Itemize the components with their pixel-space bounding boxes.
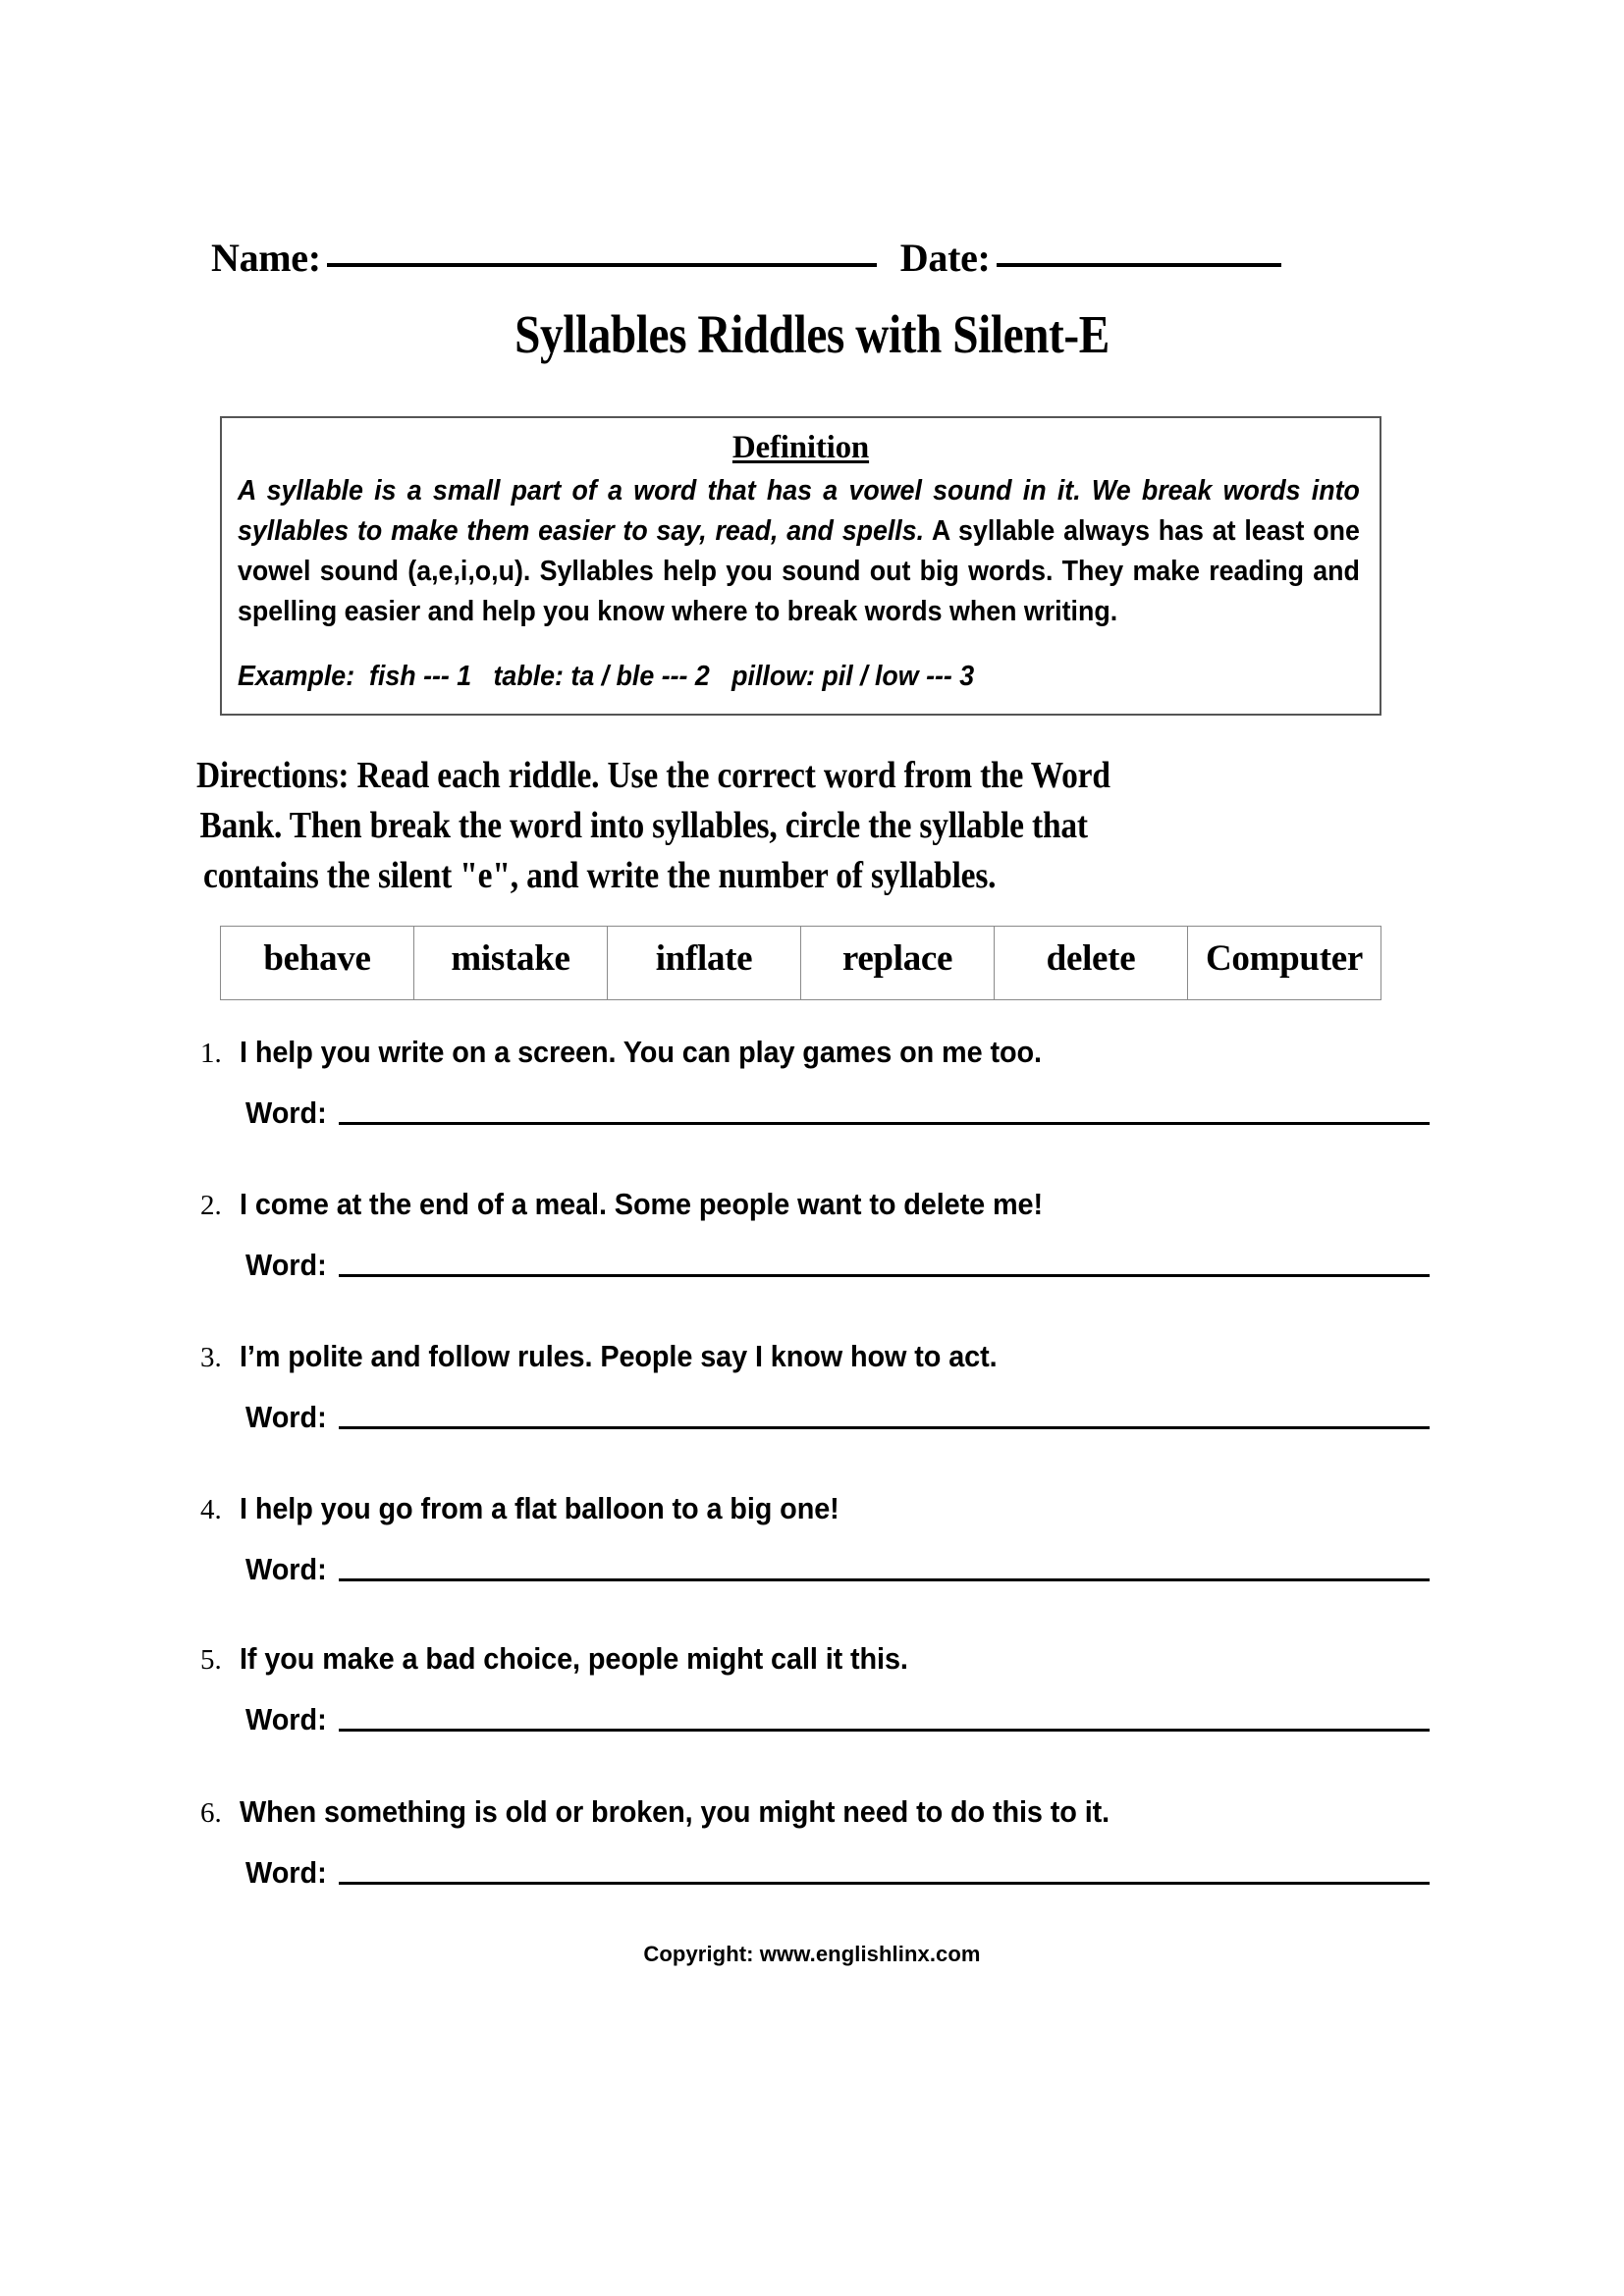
answer-row	[196, 1402, 1434, 1432]
riddle-item	[196, 1187, 1434, 1280]
definition-italic-text: A syllable is a small part of a word that has a vowel sound in it. We break words into syllables to make them easier to say, read, and spells.	[238, 475, 1360, 548]
answer-input-line[interactable]	[339, 1578, 1430, 1581]
riddle-item	[196, 1641, 1434, 1735]
answer-row	[196, 1857, 1434, 1888]
page-title: Syllables Riddles with Silent-E	[514, 304, 1110, 364]
riddle-question	[196, 1339, 1434, 1374]
definition-box	[220, 416, 1381, 716]
word-bank-cell: mistake	[414, 927, 608, 999]
date-label: Date:	[899, 236, 991, 280]
word-bank-cell: replace	[801, 927, 995, 999]
answer-row	[196, 1250, 1434, 1280]
answer-label: Word:	[245, 1095, 327, 1130]
riddle-number: 1.	[200, 1038, 222, 1069]
answer-row	[196, 1704, 1434, 1735]
answer-input-line[interactable]	[339, 1729, 1430, 1732]
definition-plain-text: A syllable always has at least one vowel sound (a,e,i,o,u). Syllables help you sound out big words. They make reading and spelling easier and help you know where to break words when writing.	[238, 515, 1360, 628]
answer-row	[196, 1554, 1434, 1584]
riddle-text: I come at the end of a meal. Some people want to delete me!	[240, 1187, 1043, 1221]
answer-input-line[interactable]	[339, 1426, 1430, 1429]
word-bank-cell: inflate	[608, 927, 801, 999]
riddle-number: 5.	[200, 1644, 222, 1676]
riddle-item	[196, 1491, 1434, 1584]
date-input-line[interactable]	[997, 263, 1281, 267]
word-bank-cell: behave	[221, 927, 414, 999]
definition-example: Example: fish --- 1 table: ta / ble --- 2 pillow: pil / low --- 3	[238, 661, 975, 693]
answer-label: Word:	[245, 1702, 327, 1736]
name-input-line[interactable]	[327, 263, 877, 267]
definition-heading: Definition	[731, 430, 870, 465]
riddle-question	[196, 1641, 1434, 1677]
copyright-footer: Copyright: www.englishlinx.com	[643, 1942, 981, 1966]
directions-line-2: Bank. Then break the word into syllables, circle the syllable that	[199, 804, 1088, 846]
riddle-text: I help you write on a screen. You can play games on me too.	[240, 1035, 1042, 1069]
riddle-number: 3.	[200, 1342, 222, 1373]
riddle-question	[196, 1187, 1434, 1222]
definition-body	[238, 471, 1360, 632]
riddle-question	[196, 1794, 1434, 1830]
riddle-text: I help you go from a flat balloon to a big one!	[240, 1491, 839, 1525]
answer-label: Word:	[245, 1552, 327, 1586]
answer-input-line[interactable]	[339, 1274, 1430, 1277]
directions-line-1: Directions: Read each riddle. Use the correct word from the Word	[196, 755, 1110, 796]
riddle-text: If you make a bad choice, people might call it this.	[240, 1641, 908, 1676]
answer-input-line[interactable]	[339, 1122, 1430, 1125]
word-bank-cell: delete	[995, 927, 1188, 999]
riddle-number: 2.	[200, 1190, 222, 1221]
word-bank-table	[220, 926, 1381, 1000]
riddle-item	[196, 1339, 1434, 1432]
riddle-text: I’m polite and follow rules. People say I know how to act.	[240, 1339, 998, 1373]
riddle-number: 4.	[200, 1494, 222, 1525]
riddle-text: When something is old or broken, you might need to do this to it.	[240, 1794, 1110, 1829]
riddle-question	[196, 1035, 1434, 1070]
answer-label: Word:	[245, 1855, 327, 1890]
riddle-number: 6.	[200, 1797, 222, 1829]
name-date-row	[211, 236, 1419, 290]
answer-label: Word:	[245, 1248, 327, 1282]
directions-line-3: contains the silent "e", and write the number of syllables.	[203, 854, 997, 896]
answer-row	[196, 1097, 1434, 1128]
riddle-question	[196, 1491, 1434, 1526]
directions-block	[196, 751, 1406, 901]
name-label: Name:	[211, 236, 321, 280]
answer-label: Word:	[245, 1400, 327, 1434]
riddle-item	[196, 1035, 1434, 1128]
riddle-item	[196, 1794, 1434, 1888]
word-bank-cell: Computer	[1206, 937, 1363, 979]
answer-input-line[interactable]	[339, 1882, 1430, 1885]
